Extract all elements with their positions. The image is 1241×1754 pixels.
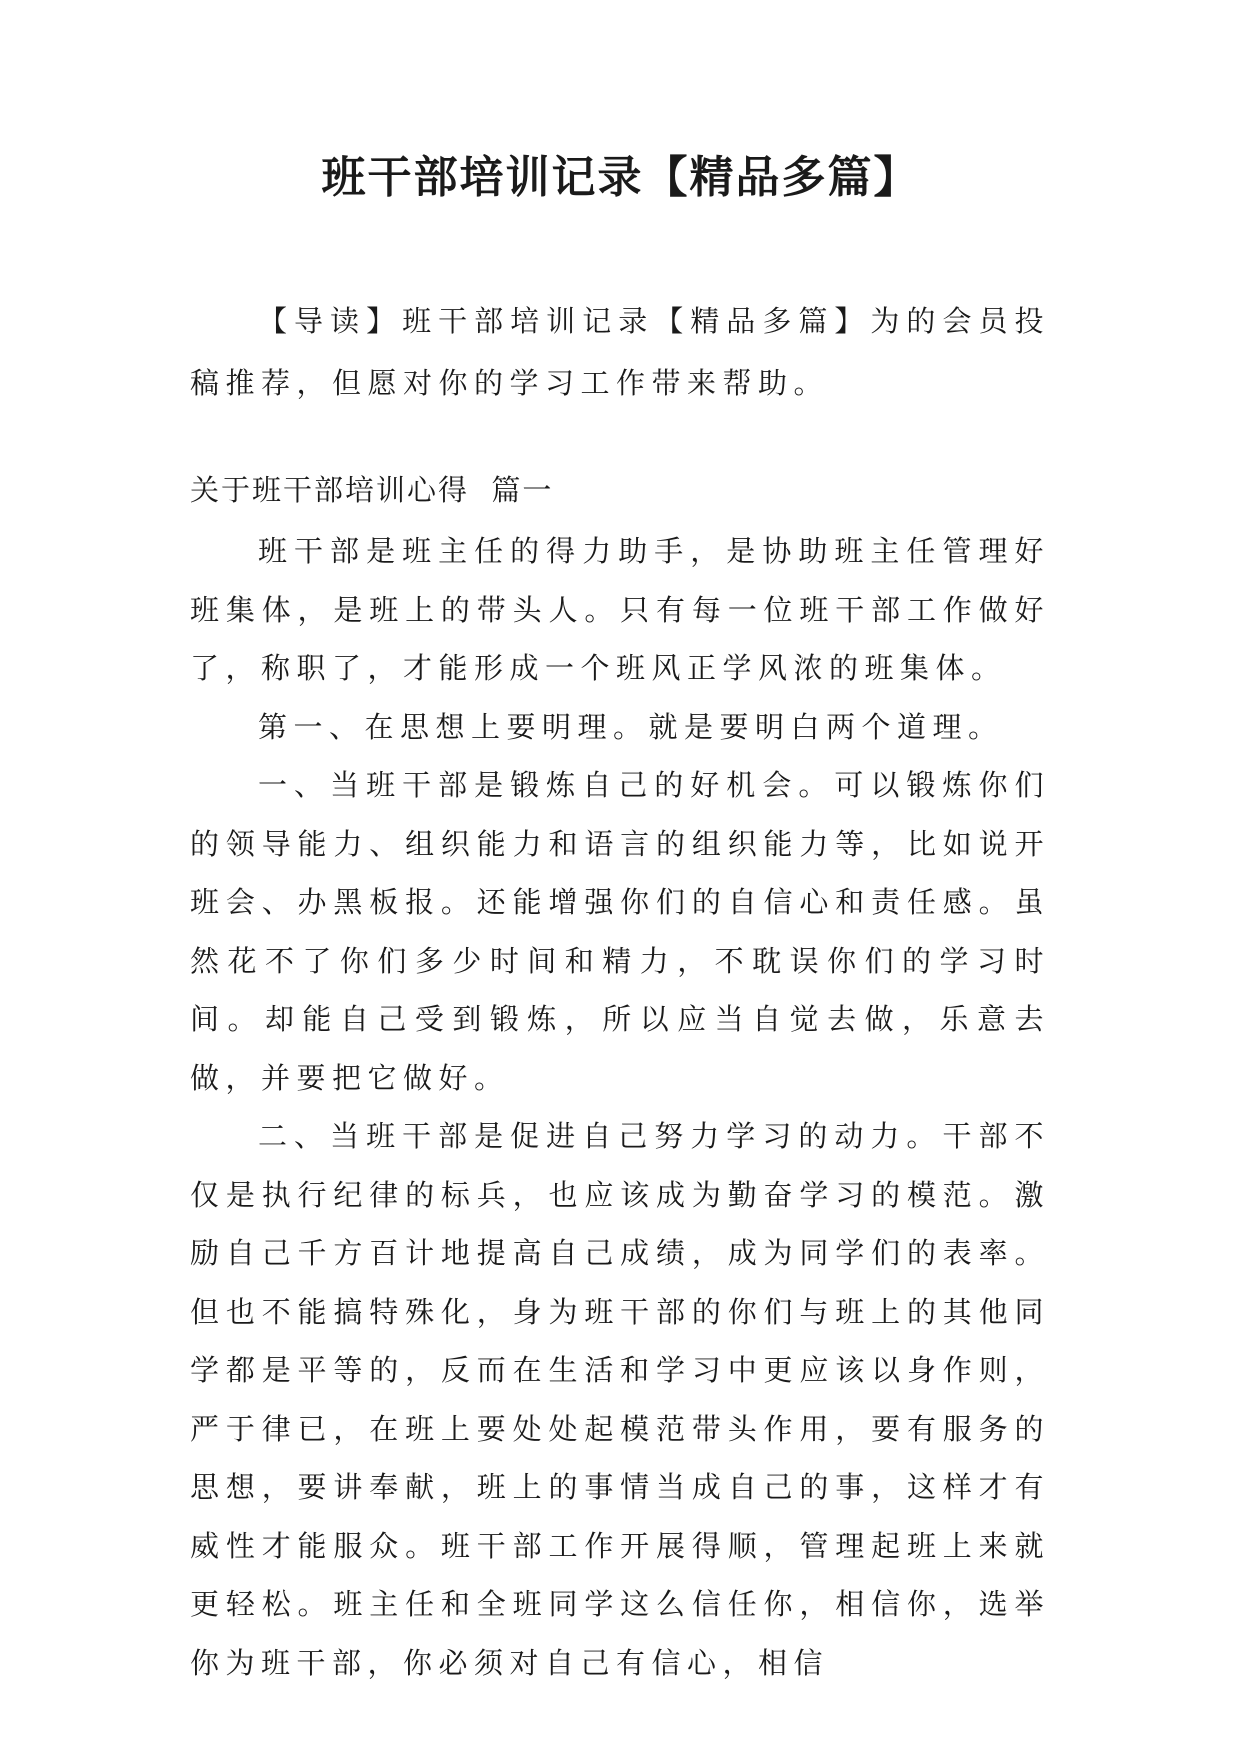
section-body [190,522,1050,1692]
document-title: 班干部培训记录【精品多篇】 [321,152,920,203]
intro-paragraph: 【导读】班干部培训记录【精品多篇】为的会员投稿推荐，但愿对你的学习工作带来帮助。 [190,304,1050,400]
body-paragraph: 第一、在思想上要明理。就是要明白两个道理。 [258,709,1004,744]
body-paragraph: 一、当班干部是锻炼自己的好机会。可以锻炼你们的领导能力、组织能力和语言的组织能力等，比如说开班会、办黑板报。还能增强你们的自信心和责任感。虽然花不了你们多少时间和精力，不耽误你们的学习时间。却能自己受到锻炼，所以应当自觉去做，乐意去做，并要把它做好。 [190,768,1050,1095]
section-heading: 关于班干部培训心得 篇一 [190,473,554,507]
body-paragraph: 二、当班干部是促进自己努力学习的动力。干部不仅是执行纪律的标兵，也应该成为勤奋学习的模范。激励自己千方百计地提高自己成绩，成为同学们的表率。但也不能搞特殊化，身为班干部的你们与班上的其他同学都是平等的，反而在生活和学习中更应该以身作则，严于律已，在班上要处处起模范带头作用，要有服务的思想，要讲奉献，班上的事情当成自己的事，这样才有威性才能服众。班干部工作开展得顺，管理起班上来就更轻松。班主任和全班同学这么信任你，相信你，选举你为班干部，你必须对自己有信心，相信 [190,1119,1050,1680]
body-paragraph: 班干部是班主任的得力助手，是协助班主任管理好班集体，是班上的带头人。只有每一位班干部工作做好了，称职了，才能形成一个班风正学风浓的班集体。 [190,534,1050,685]
